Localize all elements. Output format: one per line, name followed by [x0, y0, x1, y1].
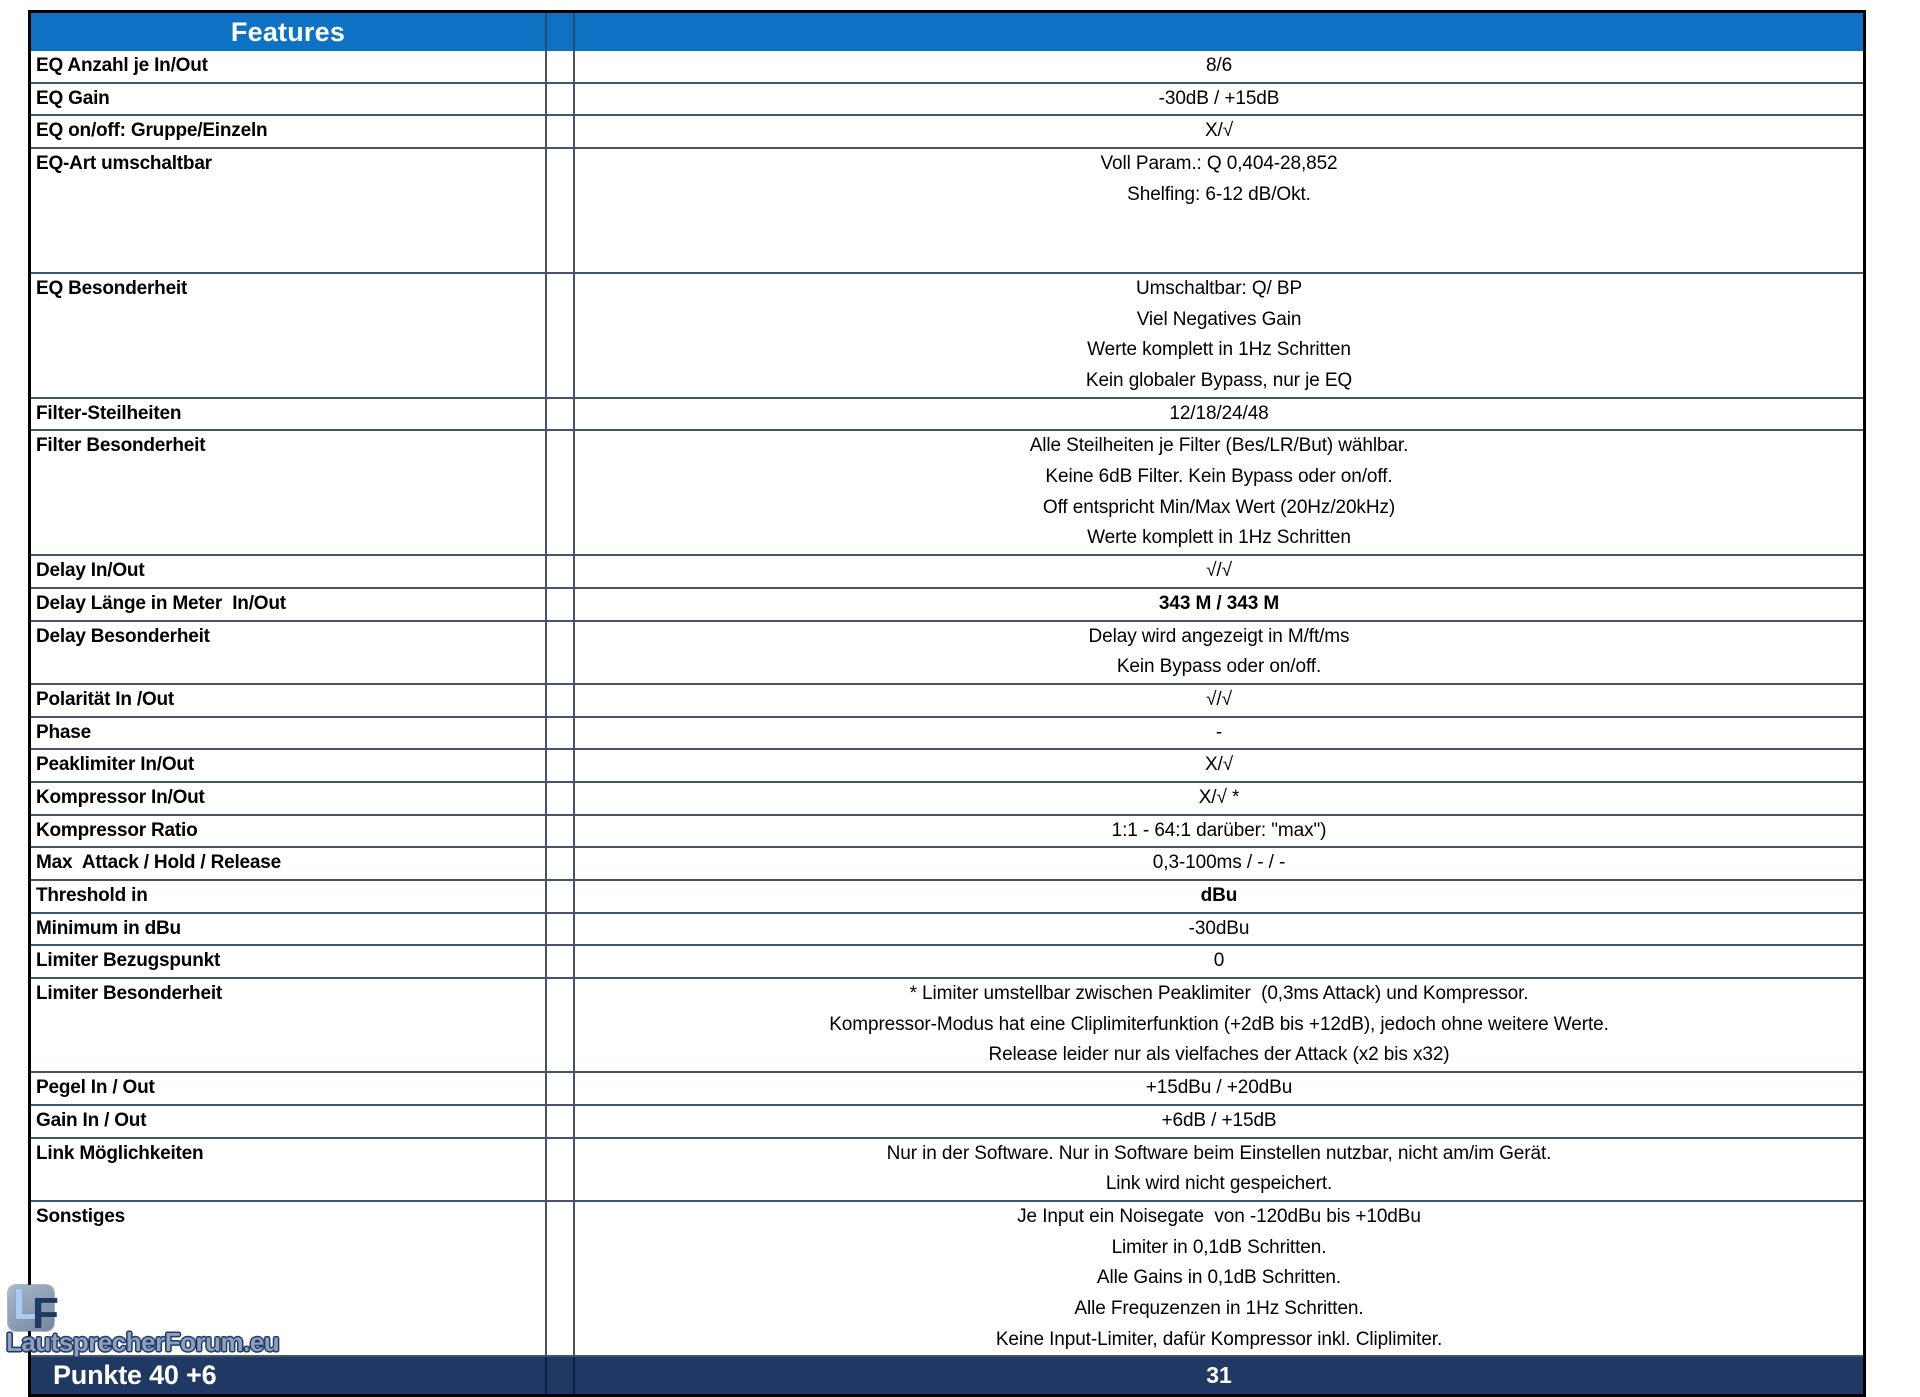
table-row — [31, 977, 1863, 1071]
feature-label: EQ on/off: Gruppe/Einzeln — [36, 120, 268, 142]
feature-label: Delay In/Out — [36, 560, 145, 582]
feature-label: Limiter Besonderheit — [36, 983, 223, 1005]
feature-value-cell — [575, 816, 1863, 847]
feature-label: Max Attack / Hold / Release — [36, 852, 282, 874]
table-row — [31, 397, 1863, 430]
feature-label-cell — [31, 946, 547, 977]
feature-value-cell — [575, 431, 1863, 554]
value-line — [575, 241, 1863, 272]
feature-value-cell — [575, 1202, 1863, 1356]
spacer-cell — [547, 556, 575, 587]
feature-label: Limiter Bezugspunkt — [36, 950, 221, 972]
table-row — [31, 620, 1863, 683]
value-line: √/√ — [1206, 688, 1232, 710]
feature-label-cell — [31, 399, 547, 430]
table-row — [31, 912, 1863, 945]
spacer-cell — [547, 431, 575, 554]
value-line: Voll Param.: Q 0,404-28,852 — [1100, 153, 1338, 175]
feature-value-cell — [575, 556, 1863, 587]
table-row — [31, 1104, 1863, 1137]
feature-value-cell — [575, 685, 1863, 716]
table-row — [31, 147, 1863, 272]
feature-label: Gain In / Out — [36, 1109, 147, 1131]
feature-value-cell — [575, 1073, 1863, 1104]
value-line: Umschaltbar: Q/ BP — [1135, 277, 1303, 299]
feature-value-cell — [575, 399, 1863, 430]
feature-label: Delay Besonderheit — [36, 625, 210, 647]
spacer-column-header — [547, 13, 575, 51]
feature-value-cell — [575, 1139, 1863, 1200]
value-line: Off entspricht Min/Max Wert (20Hz/20kHz) — [1042, 496, 1396, 518]
spacer-cell — [547, 1073, 575, 1104]
value-line: √/√ — [1206, 560, 1232, 582]
value-line: 0 — [1213, 950, 1225, 972]
feature-label: EQ Besonderheit — [36, 277, 188, 299]
spacer-cell — [547, 783, 575, 814]
value-line: 12/18/24/48 — [1169, 402, 1269, 424]
value-line: +15dBu / +20dBu — [1145, 1077, 1293, 1099]
spacer-cell — [547, 685, 575, 716]
feature-label: Delay Länge in Meter In/Out — [36, 592, 286, 614]
feature-label-cell — [31, 816, 547, 847]
value-line: Keine 6dB Filter. Kein Bypass oder on/off. — [1045, 466, 1393, 488]
spacer-cell — [547, 51, 575, 82]
value-line: X/√ — [1204, 120, 1234, 142]
feature-label-cell — [31, 116, 547, 147]
value-line: Delay wird angezeigt in M/ft/ms — [1088, 625, 1350, 647]
value-line: Kompressor-Modus hat eine Cliplimiterfunktion (+2dB bis +12dB), jedoch ohne weitere Werte. — [829, 1013, 1609, 1035]
table-row — [31, 587, 1863, 620]
feature-label-cell — [31, 431, 547, 554]
feature-value-cell — [575, 848, 1863, 879]
value-line: dBu — [1200, 885, 1238, 907]
feature-label-cell — [31, 881, 547, 912]
logo-letter-l: L — [13, 1280, 40, 1329]
table-row — [31, 781, 1863, 814]
value-line: Werte komplett in 1Hz Schritten — [1087, 527, 1351, 549]
feature-label-cell — [31, 1139, 547, 1200]
value-line: - — [1215, 721, 1223, 743]
feature-value-cell — [575, 622, 1863, 683]
value-line: Viel Negatives Gain — [1136, 308, 1302, 330]
footer-label-cell — [31, 1357, 547, 1394]
feature-value-cell — [575, 881, 1863, 912]
value-line: Werte komplett in 1Hz Schritten — [1087, 339, 1351, 361]
feature-label: Sonstiges — [36, 1205, 125, 1227]
feature-label-cell — [31, 589, 547, 620]
feature-label-cell — [31, 979, 547, 1071]
value-line: Je Input ein Noisegate von -120dBu bis +10dBu — [1017, 1205, 1421, 1227]
feature-label: EQ-Art umschaltbar — [36, 153, 212, 175]
spacer-cell — [547, 622, 575, 683]
feature-value-cell — [575, 51, 1863, 82]
table-row — [31, 944, 1863, 977]
table-row — [31, 814, 1863, 847]
lf-logo-badge — [8, 1280, 59, 1338]
value-line: Alle Frequzenzen in 1Hz Schritten. — [1074, 1298, 1364, 1320]
table-row — [31, 1071, 1863, 1104]
feature-label: Peaklimiter In/Out — [36, 754, 194, 776]
feature-value-cell — [575, 718, 1863, 749]
table-row — [31, 114, 1863, 147]
footer-value-cell — [575, 1357, 1863, 1394]
points-label: Punkte 40 +6 — [53, 1360, 217, 1391]
table-row — [31, 748, 1863, 781]
table-row — [31, 429, 1863, 554]
table-row — [31, 82, 1863, 115]
value-line: Alle Steilheiten je Filter (Bes/LR/But) wählbar. — [1029, 435, 1409, 457]
spacer-cell — [547, 979, 575, 1071]
feature-label-cell — [31, 685, 547, 716]
value-line: 0,3-100ms / - / - — [1152, 852, 1286, 874]
feature-label: Link Möglichkeiten — [36, 1142, 204, 1164]
value-line: -30dB / +15dB — [1158, 87, 1280, 109]
spacer-cell — [547, 274, 575, 397]
features-table — [28, 10, 1866, 1397]
value-line: Limiter in 0,1dB Schritten. — [1111, 1236, 1327, 1258]
feature-label: Polarität In /Out — [36, 688, 175, 710]
value-line: X/√ * — [1198, 786, 1240, 808]
table-row — [31, 51, 1863, 82]
footer-spacer-cell — [547, 1357, 575, 1394]
feature-label: Filter-Steilheiten — [36, 402, 182, 424]
table-row — [31, 1200, 1863, 1356]
feature-label: Filter Besonderheit — [36, 435, 206, 457]
feature-label-cell — [31, 556, 547, 587]
feature-value-cell — [575, 116, 1863, 147]
spacer-cell — [547, 1202, 575, 1356]
logo-text: LautsprecherForum.eu — [6, 1327, 280, 1357]
value-line: Release leider nur als vielfaches der Attack (x2 bis x32) — [988, 1044, 1450, 1066]
value-line: Kein globaler Bypass, nur je EQ — [1085, 369, 1353, 391]
table-row — [31, 846, 1863, 879]
spacer-cell — [547, 946, 575, 977]
spacer-cell — [547, 589, 575, 620]
logo-letter-f: F — [32, 1289, 59, 1338]
feature-label-cell — [31, 51, 547, 82]
table-title: Features — [230, 16, 346, 47]
feature-value-cell — [575, 589, 1863, 620]
table-row — [31, 716, 1863, 749]
spacer-cell — [547, 116, 575, 147]
feature-label: Kompressor In/Out — [36, 786, 205, 808]
feature-value-cell — [575, 914, 1863, 945]
value-line: 1:1 - 64:1 darüber: "max") — [1111, 819, 1327, 841]
points-value: 31 — [1206, 1362, 1232, 1389]
value-line: 343 M / 343 M — [1158, 592, 1280, 614]
feature-label-cell — [31, 622, 547, 683]
feature-value-cell — [575, 979, 1863, 1071]
value-line: Shelfing: 6-12 dB/Okt. — [1127, 183, 1311, 205]
table-row — [31, 879, 1863, 912]
spacer-cell — [547, 149, 575, 272]
feature-label: Kompressor Ratio — [36, 819, 198, 841]
feature-label-cell — [31, 848, 547, 879]
table-row — [31, 272, 1863, 397]
value-line: Alle Gains in 0,1dB Schritten. — [1096, 1267, 1342, 1289]
table-row — [31, 1137, 1863, 1200]
value-line: Kein Bypass oder on/off. — [1116, 656, 1322, 678]
value-line: Link wird nicht gespeichert. — [1105, 1173, 1333, 1195]
feature-label: Threshold in — [36, 885, 148, 907]
value-line: Nur in der Software. Nur in Software beim Einstellen nutzbar, nicht am/im Gerät. — [886, 1142, 1552, 1164]
feature-label: EQ Gain — [36, 87, 110, 109]
feature-label-cell — [31, 718, 547, 749]
spacer-cell — [547, 84, 575, 115]
table-body — [31, 51, 1863, 1355]
value-line — [575, 210, 1863, 241]
feature-column-header — [31, 13, 547, 51]
value-line: Keine Input-Limiter, dafür Kompressor inkl. Cliplimiter. — [995, 1328, 1443, 1350]
feature-label-cell — [31, 84, 547, 115]
spacer-cell — [547, 816, 575, 847]
feature-label: Pegel In / Out — [36, 1077, 155, 1099]
feature-label: Minimum in dBu — [36, 917, 181, 939]
feature-value-cell — [575, 84, 1863, 115]
spacer-cell — [547, 718, 575, 749]
footer-row — [31, 1355, 1863, 1394]
value-line: X/√ — [1204, 754, 1234, 776]
spacer-cell — [547, 914, 575, 945]
table-row — [31, 554, 1863, 587]
spacer-cell — [547, 881, 575, 912]
value-column-header — [575, 13, 1863, 51]
feature-label-cell — [31, 274, 547, 397]
spacer-cell — [547, 1106, 575, 1137]
feature-label-cell — [31, 783, 547, 814]
feature-value-cell — [575, 149, 1863, 272]
spacer-cell — [547, 1139, 575, 1200]
feature-value-cell — [575, 946, 1863, 977]
feature-value-cell — [575, 1106, 1863, 1137]
feature-label-cell — [31, 1073, 547, 1104]
table-header — [31, 13, 1863, 51]
value-line: +6dB / +15dB — [1161, 1109, 1277, 1131]
value-line: * Limiter umstellbar zwischen Peaklimiter (0,3ms Attack) und Kompressor. — [909, 983, 1529, 1005]
feature-value-cell — [575, 274, 1863, 397]
table-row — [31, 683, 1863, 716]
feature-value-cell — [575, 783, 1863, 814]
feature-label-cell — [31, 914, 547, 945]
spacer-cell — [547, 848, 575, 879]
feature-label: Phase — [36, 721, 91, 743]
feature-value-cell — [575, 750, 1863, 781]
spacer-cell — [547, 750, 575, 781]
feature-label-cell — [31, 149, 547, 272]
feature-label-cell — [31, 750, 547, 781]
feature-label-cell — [31, 1106, 547, 1137]
spacer-cell — [547, 399, 575, 430]
value-line: 8/6 — [1205, 55, 1233, 76]
value-line: -30dBu — [1188, 917, 1250, 939]
feature-label: EQ Anzahl je In/Out — [36, 55, 208, 76]
